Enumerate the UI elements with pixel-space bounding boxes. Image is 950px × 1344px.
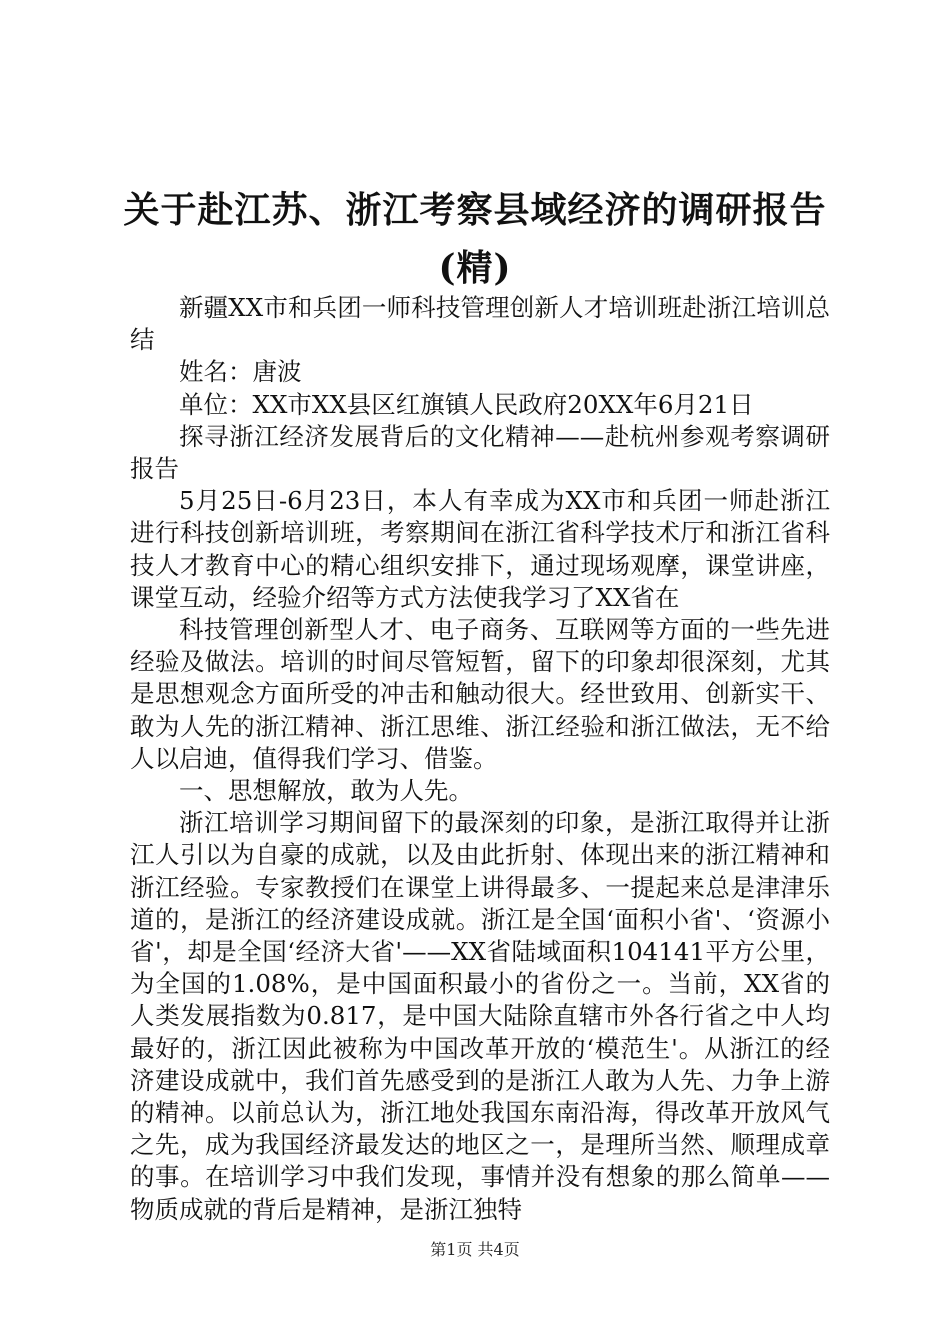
document-title-line-2: (精) bbox=[438, 247, 512, 289]
paragraph-continuation: 科技管理创新型人才、电子商务、互联网等方面的一些先进经验及做法。培训的时间尽管短暂，留下的印象却很深刻，尤其是思想观念方面所受的冲击和触动很大。经世致用、创新实干、敢为人先的浙江精神、浙江思维、浙江经验和浙江做法，无不给人以启迪，值得我们学习、借鉴。 bbox=[130, 615, 830, 773]
section-heading-1: 一、思想解放，敢为人先。 bbox=[179, 776, 473, 806]
document-body bbox=[130, 292, 830, 1226]
paragraph-author-name: 姓名：唐波 bbox=[179, 357, 302, 387]
paragraph-author-unit: 单位：XX市XX县区红旗镇人民政府20XX年6月21日 bbox=[179, 389, 754, 419]
page-number-footer: 第1页 共4页 bbox=[430, 1240, 520, 1259]
document-title-line-1: 关于赴江苏、浙江考察县域经济的调研报告 bbox=[123, 189, 827, 231]
paragraph-section-1-body: 浙江培训学习期间留下的最深刻的印象，是浙江取得并让浙江人引以为自豪的成就，以及由此折射、体现出来的浙江精神和浙江经验。专家教授们在课堂上讲得最多、一提起来总是津津乐道的，是浙江的经济建设成就。浙江是全国‘面积小省'、‘资源小省'，却是全国‘经济大省'——XX省陆域面积104141平方公里，为全国的1.08%，是中国面积最小的省份之一。当前，XX省的人类发展指数为0.817，是中国大陆除直辖市外各行省之中人均最好的，浙江因此被称为中国改革开放的‘模范生'。从浙江的经济建设成就中，我们首先感受到的是浙江人敢为人先、力争上游的精神。以前总认为，浙江地处我国东南沿海，得改革开放风气之先，成为我国经济最发达的地区之一，是理所当然、顺理成章的事。在培训学习中我们发现，事情并没有想象的那么简单——物质成就的背后是精神，是浙江独特 bbox=[130, 808, 830, 1224]
paragraph-report-subtitle: 探寻浙江经济发展背后的文化精神——赴杭州参观考察调研报告 bbox=[130, 421, 830, 484]
paragraph-course-title: 新疆XX市和兵团一师科技管理创新人才培训班赴浙江培训总结 bbox=[130, 293, 830, 355]
paragraph-introduction: 5月25日-6月23日，本人有幸成为XX市和兵团一师赴浙江进行科技创新培训班，考察期间在浙江省科学技术厅和浙江省科技人才教育中心的精心组织安排下，通过现场观摩，课堂讲座，课堂互动，经验介绍等方式方法使我学习了XX省在 bbox=[130, 486, 830, 612]
